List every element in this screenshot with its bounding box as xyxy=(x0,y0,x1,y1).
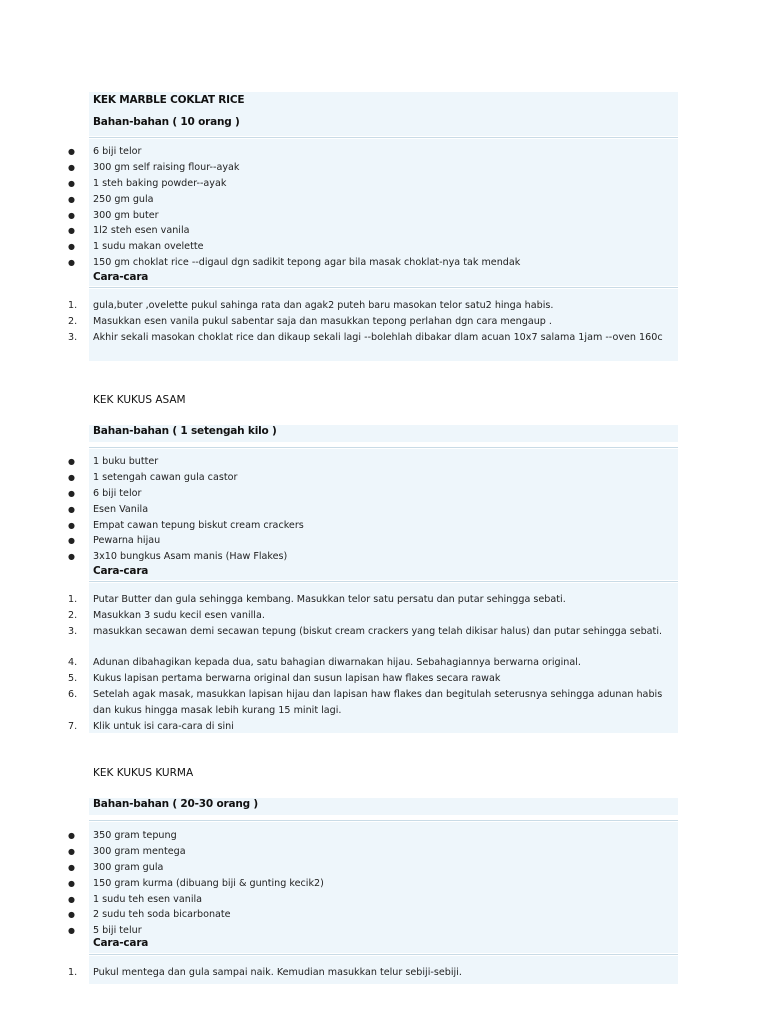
cara-heading: Cara-cara xyxy=(93,565,149,577)
bullet-icon: ● xyxy=(68,242,75,252)
bullet-icon: ● xyxy=(68,520,75,530)
recipe-title: KEK KUKUS KURMA xyxy=(93,767,194,779)
bullet-icon: ● xyxy=(68,147,75,156)
bullet-icon: ● xyxy=(68,210,75,220)
bahan-heading: Bahan-bahan ( 1 setengah kilo ) xyxy=(93,425,277,437)
cara-heading: Cara-cara xyxy=(93,271,149,283)
bullet-icon: ● xyxy=(68,894,75,904)
bullet-icon: ● xyxy=(68,878,75,888)
bullet-icon: ● xyxy=(68,846,75,856)
recipe-title: KEK MARBLE COKLAT RICE xyxy=(93,94,245,106)
bullet-icon: ● xyxy=(68,258,75,268)
bullet-icon: ● xyxy=(68,178,75,188)
bullet-icon: ● xyxy=(68,536,75,546)
bullet-icon: ● xyxy=(68,162,75,172)
bahan-heading: Bahan-bahan ( 20-30 orang ) xyxy=(93,798,258,810)
bahan-heading: Bahan-bahan ( 10 orang ) xyxy=(93,116,240,128)
bullet-icon: ● xyxy=(68,910,75,920)
bullet-icon: ● xyxy=(68,862,75,872)
bullet-icon: ● xyxy=(68,831,75,840)
bullet-icon: ● xyxy=(68,226,75,236)
bullet-icon: ● xyxy=(68,488,75,498)
bullet-icon: ● xyxy=(68,504,75,514)
bullet-icon: ● xyxy=(68,194,75,204)
divider xyxy=(89,137,678,138)
divider xyxy=(89,287,678,288)
bullet-icon: ● xyxy=(68,472,75,482)
divider xyxy=(89,954,678,955)
cara-heading: Cara-cara xyxy=(93,937,149,949)
divider xyxy=(89,581,678,582)
bullet-icon: ● xyxy=(68,457,75,466)
recipe-document: KEK MARBLE COKLAT RICE Bahan-bahan ( 10 orang ) ● 6 biji telor ● 300 gm self raising flour--ayak ● 1 steh baking powder--ayak ● 250 gm gula ● 300 gm buter ● 1l2 steh esen vanila ● 1 sudu makan ovelette ● 150 gm choklat rice --digaul dgn sadikit tepong agar bila masak choklat-nya tak mendak Cara-cara 1. gula,buter ,ovelette pukul sahinga rata dan agak2 puteh baru masokan telor satu2 hinga habis. 2. Masukkan esen vanila pukul sabentar saja dan masukkan tepong perlahan dgn cara mengaup . 3. Akhir sekali masokan choklat rice dan dikaup sekali lagi --bolehlah dibakar dlam acuan 10x7 salama 1jam --oven 160c KEK KUKUS ASAM Bahan-bahan ( 1 setengah kilo ) ● 1 buku butter ● 1 setengah cawan gula castor ● 6 biji telor ● Esen Vanila ● Empat cawan tepung biskut cream crackers ● Pewarna hijau ● 3x10 bungkus Asam manis (Haw Flakes) Cara-cara 1. Putar Butter dan gula sehingga kembang. Masukkan telor satu persatu dan putar sehingga sebati. 2. Masukkan 3 sudu kecil esen vanilla. 3. masukkan secawan demi secawan tepung (biskut cream crackers yang telah dikisar halus) dan putar sehingga sebati. 4. Adunan dibahagikan kepada dua, satu bahagian diwarnakan hijau. Sebahagiannya berwarna original. 5. Kukus lapisan pertama berwarna original dan susun lapisan haw flakes secara rawak 6. Setelah agak masak, masukkan lapisan hijau dan lapisan haw flakes dan begitulah seterusnya sehingga adunan habis dan kukus hingga masak lebih kurang 15 minit lagi. 7. Klik untuk isi cara-cara di sini KEK KUKUS KURMA Bahan-bahan ( 20-30 orang ) ● 350 gram tepung ● 300 gram mentega ● 300 gram gula ● 150 gram kurma (dibuang biji & gunting kecik2) ● 1 sudu teh esen vanila ● 2 sudu teh soda bicarbonate ● 5 biji telur Cara-cara 1. Pukul mentega dan gula sampai naik. Kemudian masukkan telur sebiji-sebiji. xyxy=(0,0,768,1024)
recipe-title: KEK KUKUS ASAM xyxy=(93,394,186,406)
bullet-icon: ● xyxy=(68,926,75,936)
divider xyxy=(89,447,678,448)
divider xyxy=(89,820,678,821)
bullet-icon: ● xyxy=(68,552,75,562)
